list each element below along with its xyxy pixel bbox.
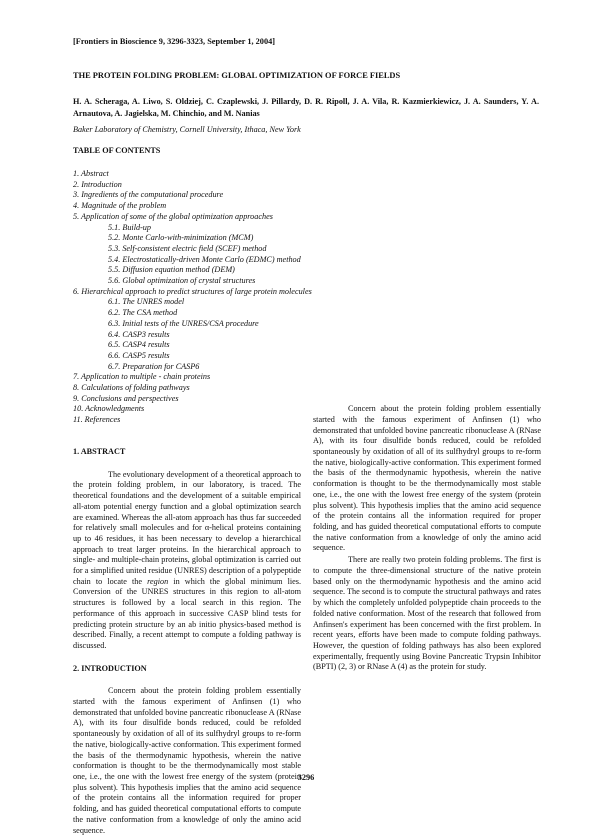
toc-subitem: 5.2. Monte Carlo-with-minimization (MCM): [108, 233, 254, 243]
abstract-heading: 1. ABSTRACT: [73, 447, 126, 456]
table-of-contents: [73, 169, 473, 426]
author-list: H. A. Scheraga, A. Liwo, S. Oldziej, C. Czaplewski, J. Pillardy, D. R. Ripoll, J. A. Vila, R. Kazmierkiewicz, J. A. Saunders, Y. A. Arnautova, A. Jagielska, M. Chinchio, and M. Nanias: [73, 97, 539, 118]
intro-paragraph-1: Concern about the protein folding problem essentially started with the famous experiment of Anfinsen (1) who demonstrated that unfolded bovine pancreatic ribonuclease A (RNase A), with its four disulfide bonds reduced, could be refolded spontaneously by oxidation of all of its sulfhydryl groups to re-form the native, biologically-active conformation. This experiment formed the basis of the thermodynamic hypothesis, wherein the native conformation is thought to be the thermodynamically most stable one, i.e., the one with the lowest free energy of the system (protein plus solvent). This hypothesis implies that the amino acid sequence of the protein contains all the information required for proper folding, and has guided theoretical computational efforts to compute the native conformation from a knowledge of only the amino acid sequence.: [73, 686, 301, 835]
intro-para1-col1: [73, 686, 301, 835]
affiliation: Baker Laboratory of Chemistry, Cornell University, Ithaca, New York: [73, 125, 301, 134]
right-column: [313, 404, 541, 673]
toc-subitem: 6.1. The UNRES model: [108, 297, 185, 307]
toc-item: 10. Acknowledgments: [73, 404, 145, 414]
toc-subitem: 5.1. Build-up: [108, 222, 151, 232]
toc-subitem: 6.7. Preparation for CASP6: [108, 361, 200, 371]
toc-item: 5. Application of some of the global optimization approaches: [73, 211, 273, 221]
intro-paragraph-2: There are really two protein folding problems. The first is to compute the three-dimensional structure of the native protein based only on the thermodynamic hypothesis and the amino acid sequence. The second is to compute the structural pathways and rates by which the completely unfolded polypeptide chain proceeds to the folded native conformation. Most of the research that followed from Anfinsen's experiment has been concerned with the first problem. In recent years, efforts have been made to compute folding pathways. However, the question of folding pathways has also been explored experimentally, frequently using Bovine Pancreatic Trypsin Inhibitor (BPTI) (2, 3) or RNase A (4) as the protein for study.: [313, 555, 541, 672]
left-column: [73, 447, 302, 835]
toc-item: 2. Introduction: [73, 179, 122, 189]
abstract-text-part1: The evolutionary development of a theoretical approach to the protein folding problem, in our laboratory, is traced. The theoretical foundations and the development of a suitable empirical all-atom potential energy function and a global optimization search are examined. Whereas the all-atom approach has thus far succeeded for relatively small molecules and for α-helical proteins containing up to 46 residues, it has been necessary to develop a hierarchical approach to treat larger proteins. In the hierarchical approach to single- and multiple-chain proteins, global optimization is carried out for a simplified united residue (UNRES) description of a polypeptide chain to locate the: [73, 469, 301, 586]
abstract-text-part2: in which the global minimum lies. Conversion of the UNRES structures in this region to all-atom structures is followed by a local search in this region. The performance of this approach in successive CASP blind tests for predicting protein structure by an ab initio physics-based method is described. Finally, a recent attempt to compute a folding pathway is discussed.: [73, 576, 302, 650]
toc-item: 7. Application to multiple - chain proteins: [73, 372, 211, 382]
journal-header: [Frontiers in Bioscience 9, 3296-3323, September 1, 2004]: [73, 37, 276, 46]
page-number: 3296: [297, 773, 315, 782]
toc-subitem: 5.4. Electrostatically-driven Monte Carlo (EDMC) method: [108, 254, 301, 264]
toc-subitem: 6.2. The CSA method: [108, 308, 178, 318]
abstract-emphasis: region: [147, 576, 169, 586]
toc-subitem: 6.4. CASP3 results: [108, 329, 170, 339]
toc-subitem: 6.6. CASP5 results: [108, 350, 170, 360]
toc-subitem: 5.6. Global optimization of crystal structures: [108, 276, 256, 286]
toc-item: 8. Calculations of folding pathways: [73, 383, 190, 393]
toc-subitem: 6.3. Initial tests of the UNRES/CSA procedure: [108, 318, 259, 328]
toc-subitem: 6.5. CASP4 results: [108, 340, 170, 350]
intro-paragraph-1-cont: Concern about the protein folding problem essentially started with the famous experiment of Anfinsen (1) who demonstrated that unfolded bovine pancreatic ribonuclease A (RNase A), with its four disulfide bonds reduced, could be refolded spontaneously by oxidation of all of its sulfhydryl groups to re-form the native, biologically-active conformation. This experiment formed the basis of the thermodynamic hypothesis, wherein the native conformation is thought to be the thermodynamically most stable one, i.e., the one with the lowest free energy of the system (protein plus solvent). This hypothesis implies that the amino acid sequence of the protein contains all the information required for proper folding, and has guided theoretical computational efforts to compute the native conformation from a knowledge of only the amino acid sequence.: [313, 404, 541, 553]
intro-para1-col2: [313, 404, 541, 553]
toc-item: 9. Conclusions and perspectives: [73, 393, 179, 403]
toc-subitem: 5.3. Self-consistent electric field (SCEF) method: [108, 243, 267, 253]
paper-title: THE PROTEIN FOLDING PROBLEM: GLOBAL OPTIMIZATION OF FORCE FIELDS: [73, 71, 401, 80]
toc-item: 6. Hierarchical approach to predict structures of large protein molecules: [73, 286, 312, 296]
introduction-heading: 2. INTRODUCTION: [73, 663, 147, 673]
toc-item: 3. Ingredients of the computational procedure: [73, 190, 224, 200]
toc-heading: TABLE OF CONTENTS: [73, 146, 161, 155]
abstract-text: [73, 470, 301, 652]
toc-item: 4. Magnitude of the problem: [73, 201, 167, 211]
toc-item: 1. Abstract: [73, 169, 109, 178]
toc-item: 11. References: [73, 415, 121, 425]
toc-subitem: 5.5. Diffusion equation method (DEM): [108, 265, 235, 275]
